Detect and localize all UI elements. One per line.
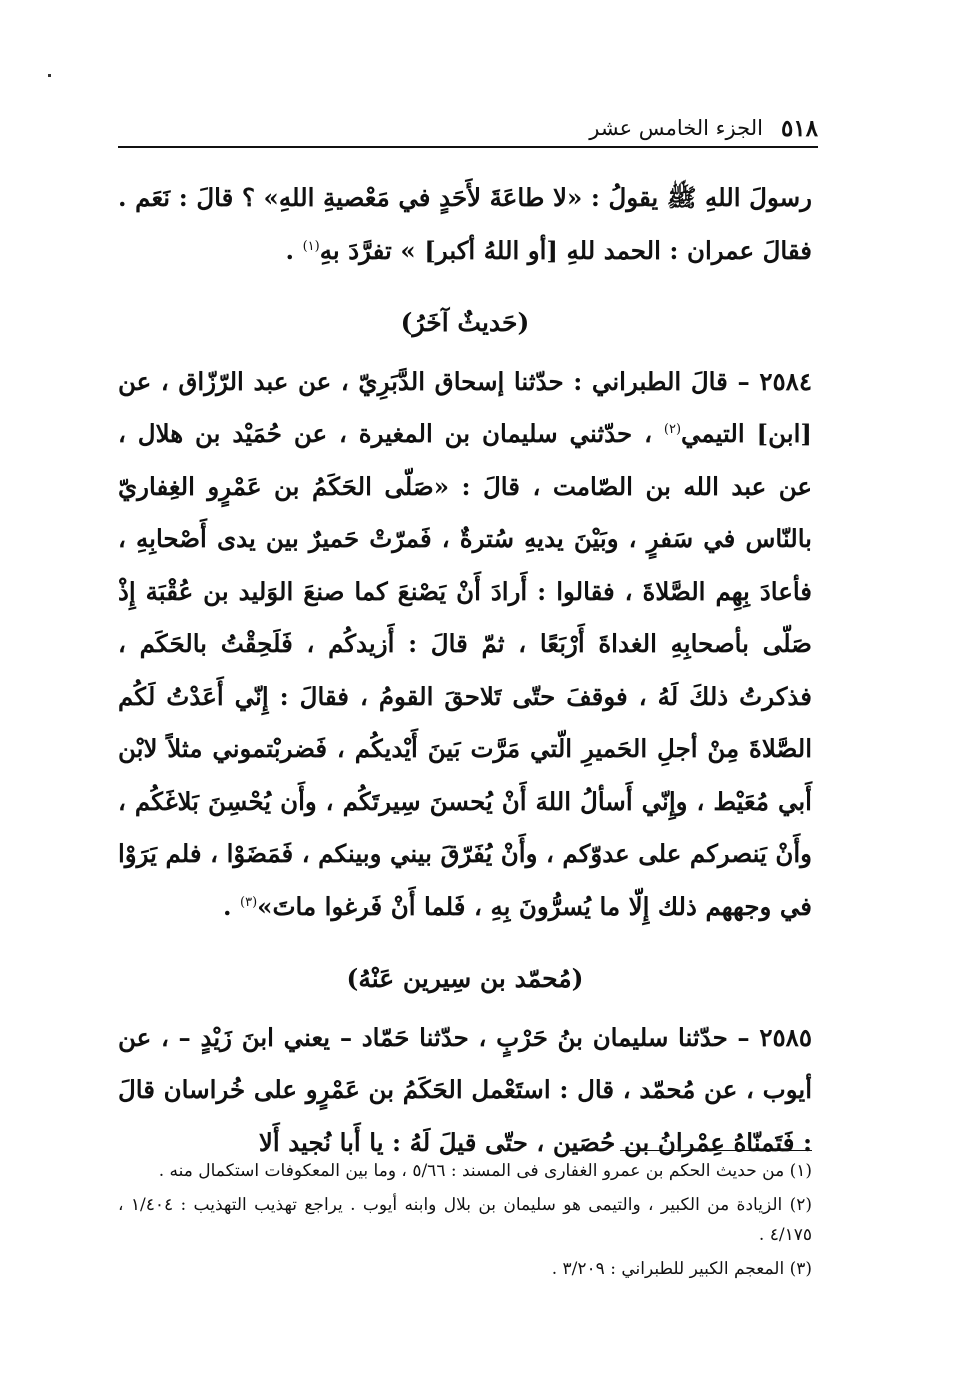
paragraph-continuation: رسولَ اللهِ ﷺ يقولُ : «لا طاعَةَ لأَحَدٍ في مَعْصيةِ اللهِ» ؟ قالَ : نَعَم . فقالَ عمران : الحمد للهِ [أو اللهُ أكبر] » تفرَّدَ بهِ$^{(١)}$ . (118, 183, 812, 265)
volume-title: الجزء الخامس عشر (589, 116, 763, 140)
scan-speck (48, 74, 51, 77)
header-rule (118, 146, 818, 148)
section-heading-another-hadith: (حَديثٌ آخَرُ) (400, 308, 530, 337)
footnote-3: (٣) المعجم الكبير للطبراني : ٣/٢٠٩ . (551, 1259, 812, 1279)
hadith-2585: ٢٥٨٥ – حدّثنا سليمان بنُ حَرْبٍ ، حدّثنا حَمّاد – يعني ابنَ زَيْدٍ – ، عن أيوب ، عن مُحمّد ، قال : استَعْمل الحَكَمُ بن عَمْرٍو على خُراسان قالَ : فَتَمنّاهُ عِمْرانُ بن حُصَين ، حتّى قيلَ لَهُ : يا أَبا نُجيد أَلا (118, 1022, 812, 1157)
footnote-1: (١) من حديث الحكم بن عمرو الغفارى فى المسند : ٥/٦٦ ، وما بين المعكوفات استكمال منه . (158, 1161, 812, 1181)
footnote-rule (620, 1150, 812, 1151)
page-number: ٥١٨ (780, 114, 818, 142)
main-text (118, 172, 812, 1169)
footnote-2: (٢) الزيادة من الكبير ، والتيمى هو سليمان بن بلال وابنه أيوب . يراجع تهذيب التهذيب : ١/٤٠٤ ، ٤/١٧٥ . (118, 1195, 812, 1245)
section-heading-ibn-sirin: (مُحمّد بن سِيرين عَنْهُ) (346, 964, 584, 993)
footnote-ref-1: (١) (302, 238, 320, 254)
hadith-2584: ٢٥٨٤ – قالَ الطبراني : حدّثنا إسحاق الدَّبَرِيّ ، عن عبد الرّزّاق ، عن [ابن] التيمي$^{(٢)}$ ، حدّثني سليمان بن المغيرة ، عن حُمَيْد بن هلال ، عن عبد الله بن الصّامت ، قالَ : «صَلّى الحَكَمُ بن عَمْرٍو الغِفاريّ بالنّاس في سَفرٍ ، وبَيْنَ يديهِ سُترةٌ ، فَمرّتْ حَميرٌ بين يدى أَصْحابِهِ ، فأعادَ بِهِم الصَّلاةَ ، فقالوا : أَرادَ أَنْ يَصْنعَ كما صنعَ الوَليد بن عُقْبَة إِذْ صَلّى بأصحابِهِ الغداةَ أَرْبَعًا ، ثمّ قالَ : أَزيدكُم ، فَلَحِقْتُ بالحَكَم ، فذكرتُ ذلكَ لَهُ ، فوقفَ حتّى تَلاحقَ القومُ ، فقالَ : إِنّي أَعَدْتُ لَكُم الصَّلاةَ مِنْ أجلِ الحَميرِ الّتي مَرَّت بَينَ أَيْديكُم ، فَضربْتموني مثلاً لابْن أَبي مُعَيْط ، وإِنّي أَسألُ اللهَ أَنْ يُحسنَ سِيرتَكُم ، وأَن يُحْسِنَ بَلاغَكُم ، وأَنْ يَنصركم على عدوّكم ، وأَنْ يُفَرّقَ بيني وبينكم ، فَمَضَوْا ، فلم يَرَوْا في وجههم ذلك إِلّا ما يُسرُّونَ بِهِ ، فَلما أَنْ فَرغوا ماتَ»$^{(٣)}$ . (118, 366, 813, 921)
footnote-ref-3: (٣) (240, 894, 258, 910)
running-header (118, 112, 818, 144)
footnotes (118, 1156, 812, 1288)
footnote-ref-2: (٢) (663, 421, 682, 437)
